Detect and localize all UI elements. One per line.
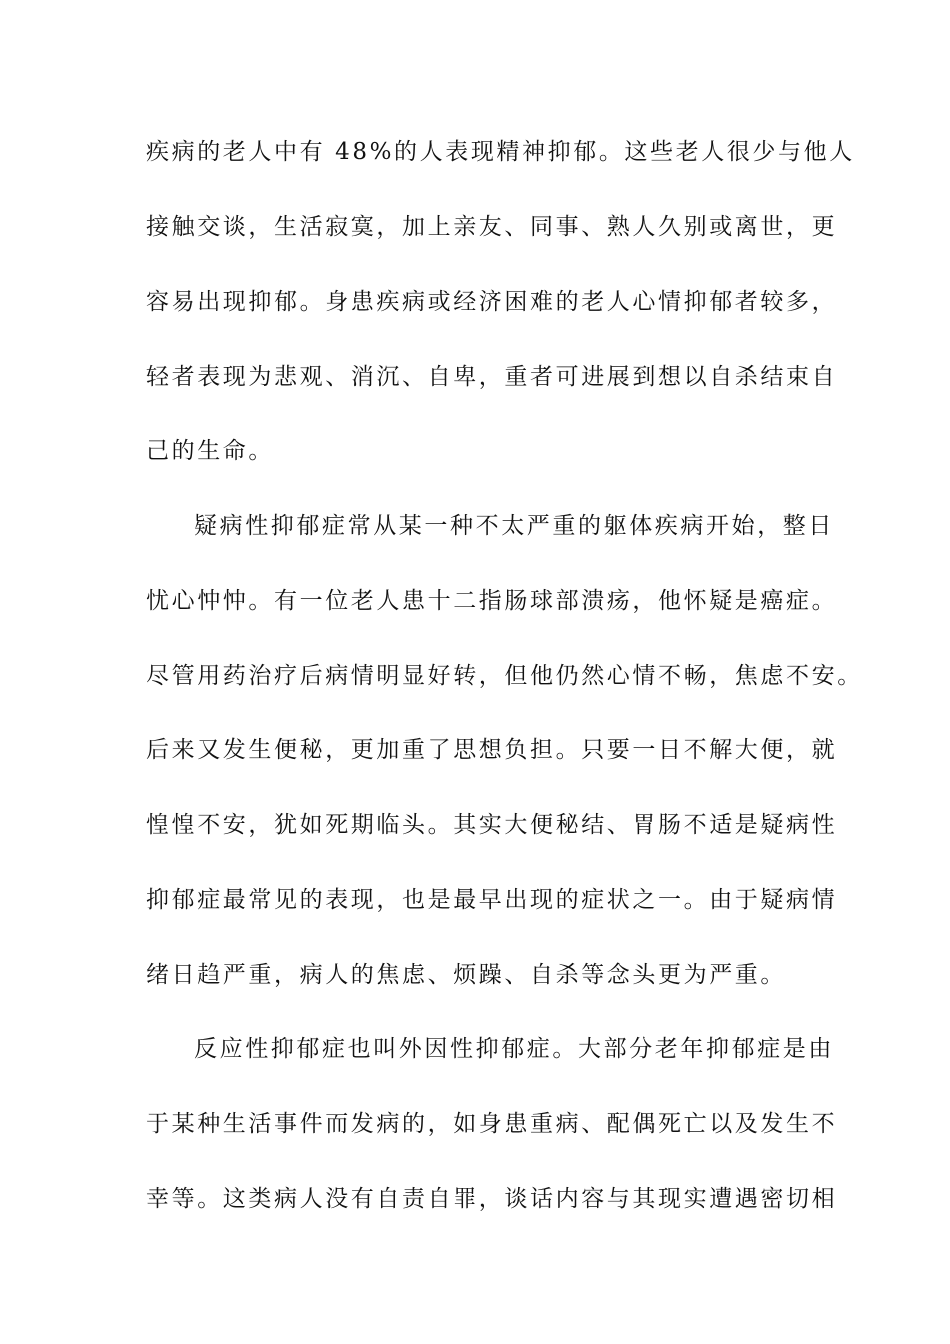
text-line: 抑郁症最常见的表现，也是最早出现的症状之一。由于疑病情: [146, 887, 838, 913]
text-line: 尽管用药治疗后病情明显好转，但他仍然心情不畅，焦虑不安。: [146, 663, 863, 689]
text-line: 容易出现抑郁。身患疾病或经济困难的老人心情抑郁者较多，: [146, 289, 838, 315]
text-line: 幸等。这类病人没有自责自罪，谈话内容与其现实遭遇密切相: [146, 1186, 838, 1212]
text-line: 后来又发生便秘，更加重了思想负担。只要一日不解大便，就: [146, 737, 838, 763]
paragraph-first-line: 疑病性抑郁症常从某一种不太严重的躯体疾病开始，整日: [194, 513, 834, 539]
text-line: 于某种生活事件而发病的，如身患重病、配偶死亡以及发生不: [146, 1111, 838, 1137]
text-line: 惶惶不安，犹如死期临头。其实大便秘结、胃肠不适是疑病性: [146, 812, 838, 838]
text-line: 接触交谈，生活寂寞，加上亲友、同事、熟人久别或离世，更: [146, 214, 838, 240]
text-line: 轻者表现为悲观、消沉、自卑，重者可进展到想以自杀结束自: [146, 364, 838, 390]
text-line: 疾病的老人中有 48%的人表现精神抑郁。这些老人很少与他人: [146, 139, 855, 165]
paragraph-first-line: 反应性抑郁症也叫外因性抑郁症。大部分老年抑郁症是由: [194, 1036, 834, 1062]
text-line: 绪日趋严重，病人的焦虑、烦躁、自杀等念头更为严重。: [146, 962, 786, 988]
text-line: 忧心忡忡。有一位老人患十二指肠球部溃疡，他怀疑是癌症。: [146, 588, 838, 614]
text-line: 己的生命。: [146, 438, 274, 464]
